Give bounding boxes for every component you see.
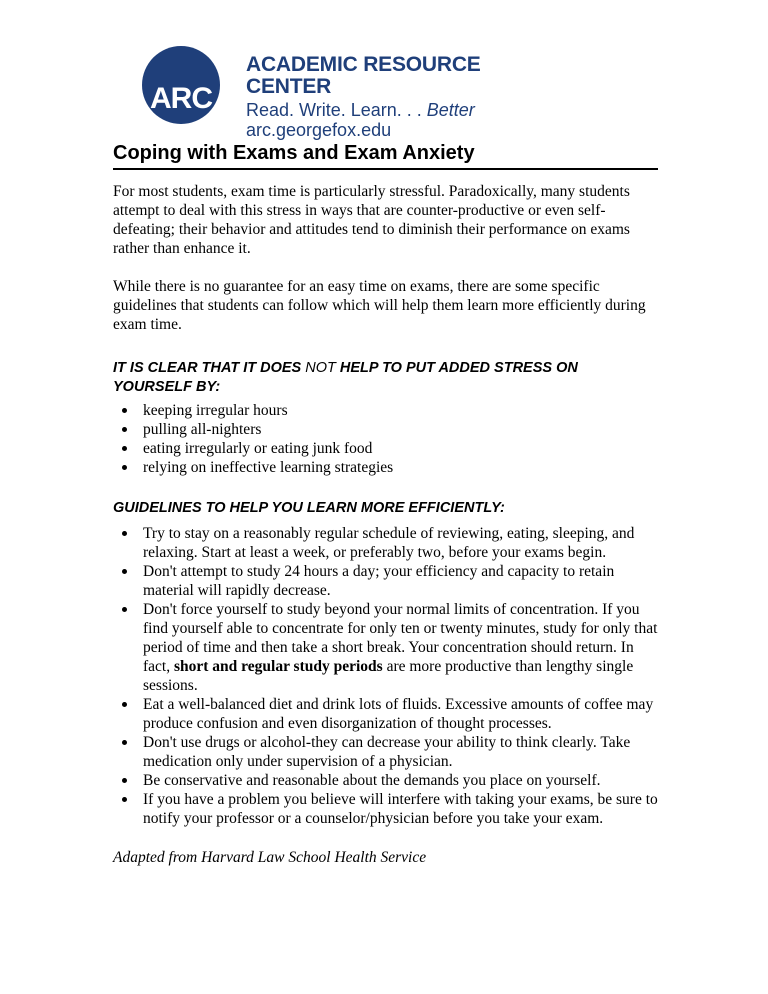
- tagline: [246, 100, 562, 120]
- website-url: arc.georgefox.edu: [246, 120, 392, 140]
- document-body: [113, 182, 658, 886]
- guidelines-list: [113, 524, 658, 828]
- arc-logo: [142, 46, 220, 124]
- list-item: relying on ineffective learning strategies: [143, 458, 658, 477]
- section-heading-stress: IT IS CLEAR THAT IT DOES NOT HELP TO PUT ADDED STRESS ON YOURSELF BY:: [113, 360, 578, 395]
- list-item: Be conservative and reasonable about the demands you place on yourself.: [143, 771, 658, 790]
- stress-list: [113, 401, 658, 477]
- tagline-main: Read. Write. Learn. . .: [246, 100, 427, 120]
- list-item: Try to stay on a reasonably regular schedule of reviewing, eating, sleeping, and relaxing. Start at least a week, or preferably two, before your exams begin.: [143, 524, 658, 562]
- emphasis: short and regular study periods: [173, 658, 383, 675]
- list-item: If you have a problem you believe will interfere with taking your exams, be sure to notify your professor or a counselor/physician before you take your exam.: [143, 791, 658, 827]
- logo-initials: ARC: [150, 82, 212, 115]
- section-heading-guidelines: GUIDELINES TO HELP YOU LEARN MORE EFFICIENTLY:: [113, 500, 505, 516]
- intro-paragraph: For most students, exam time is particularly stressful. Paradoxically, many students attempt to deal with this stress in ways that are counter-productive or even self-defeating; their behavior and attitudes tend to diminish their performance on exams rather than enhance it.: [113, 183, 630, 257]
- org-name: ACADEMIC RESOURCE CENTER: [246, 53, 481, 98]
- list-item: keeping irregular hours: [143, 401, 658, 420]
- list-item: Don't use drugs or alcohol-they can decrease your ability to think clearly. Take medication only under supervision of a physician.: [143, 733, 658, 771]
- list-item: Don't attempt to study 24 hours a day; your efficiency and capacity to retain material will rapidly decrease.: [143, 562, 658, 600]
- list-item: Eat a well-balanced diet and drink lots of fluids. Excessive amounts of coffee may produce confusion and even disorganization of thought processes.: [143, 695, 658, 733]
- list-item: eating irregularly or eating junk food: [143, 439, 658, 458]
- tagline-better: Better: [426, 100, 475, 120]
- list-item: pulling all-nighters: [143, 420, 658, 439]
- logo-text-block: [246, 54, 562, 140]
- arc-header: [142, 40, 562, 140]
- list-item: Don't force yourself to study beyond your normal limits of concentration. If you find yourself able to concentrate for only ten or twenty minutes, study for only that period of time and then take a short break. Your concentration should return. In fact, short and regular study periods are more productive than lengthy single sessions.: [143, 601, 658, 694]
- page-title: Coping with Exams and Exam Anxiety: [113, 142, 658, 170]
- source-credit: Adapted from Harvard Law School Health Service: [113, 849, 427, 866]
- intro-paragraph: While there is no guarantee for an easy time on exams, there are some specific guidelines that students can follow which will help them learn more efficiently during exam time.: [113, 278, 646, 333]
